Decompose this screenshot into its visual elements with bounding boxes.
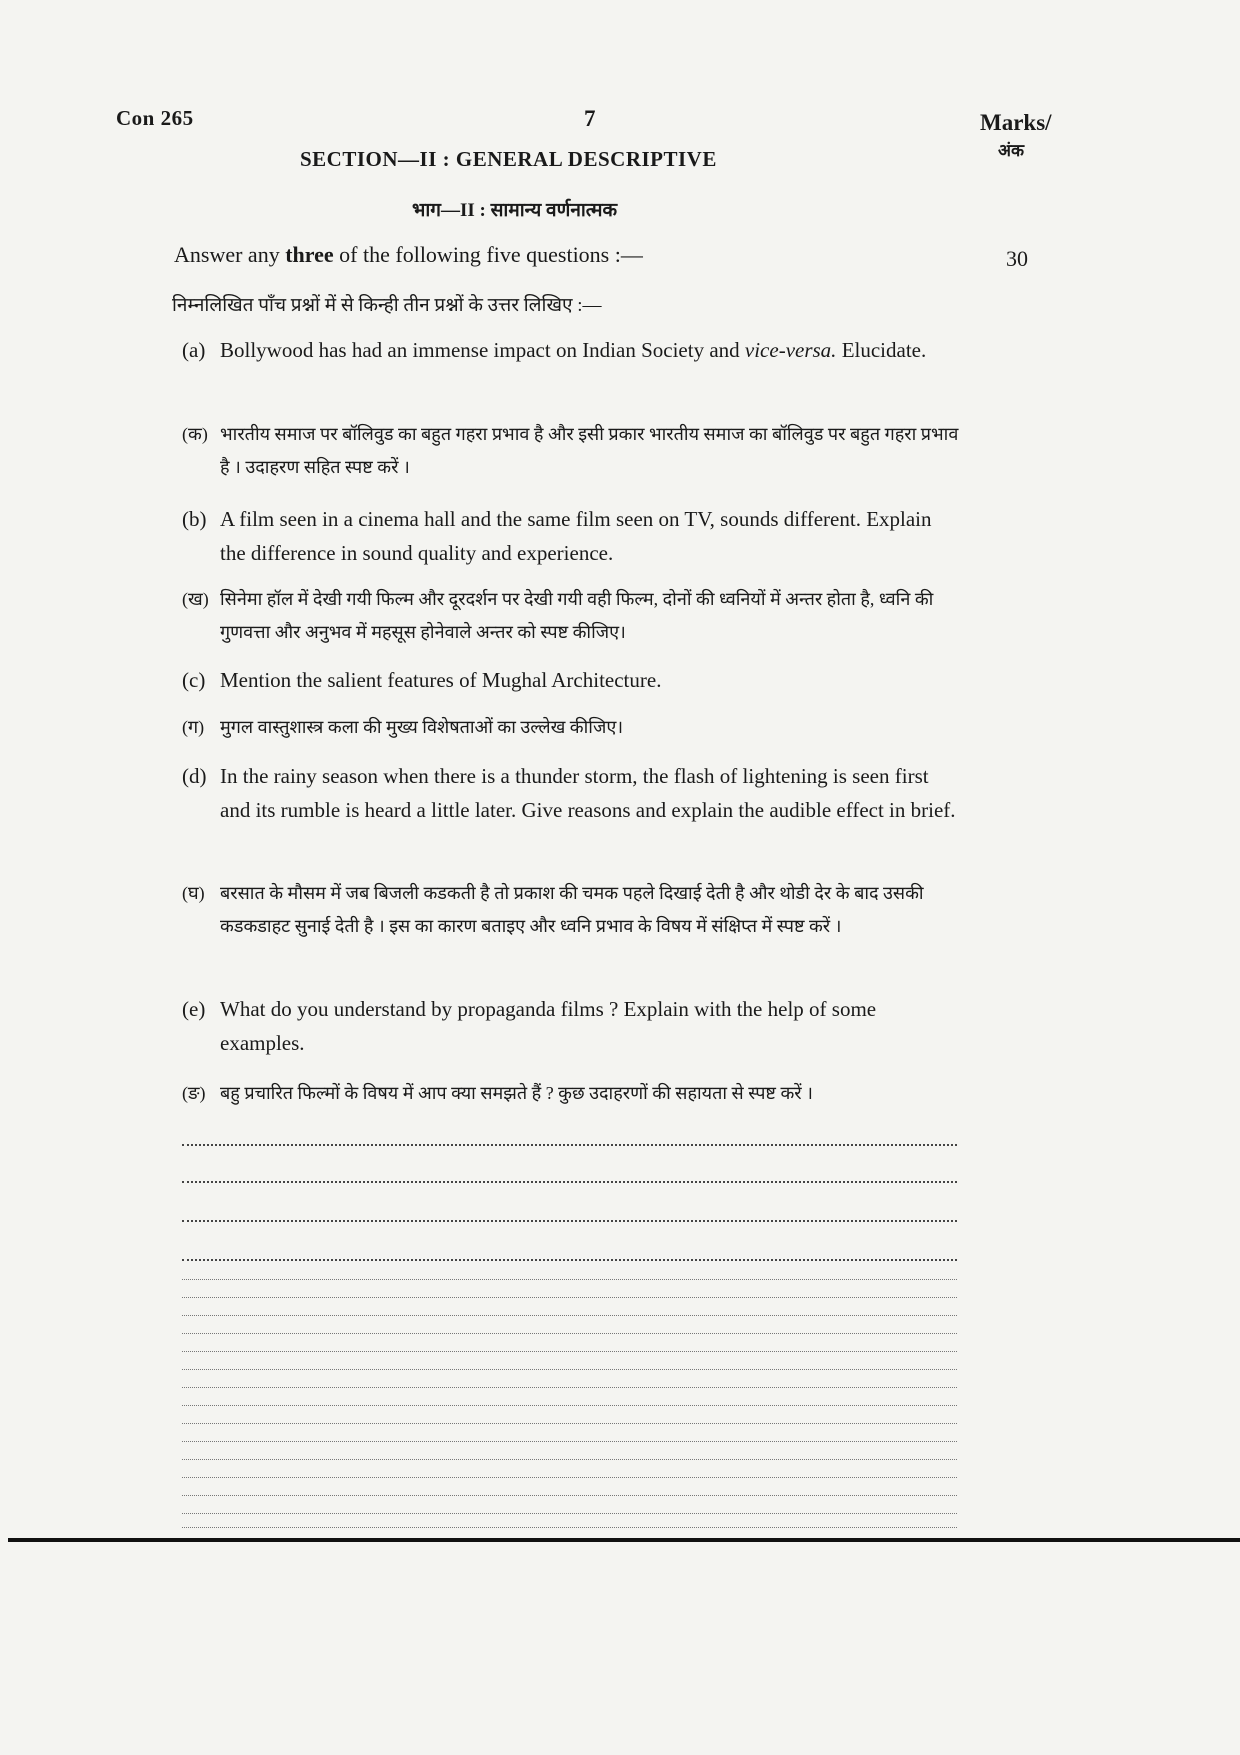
instructions-english bbox=[174, 242, 643, 268]
instructions-hindi: निम्नलिखित पाँच प्रश्नों में से किन्ही तीन प्रश्नों के उत्तर लिखिए :— bbox=[172, 295, 602, 316]
question-label: (b) bbox=[182, 507, 207, 531]
question-label: (ङ) bbox=[182, 1083, 206, 1103]
answer-line bbox=[182, 1387, 957, 1388]
question-label: (a) bbox=[182, 338, 206, 362]
question-label: (e) bbox=[182, 997, 206, 1021]
question-e-english bbox=[182, 992, 962, 1060]
section-title: SECTION—II : GENERAL DESCRIPTIVE bbox=[300, 147, 717, 171]
answer-line bbox=[182, 1351, 957, 1352]
answer-line bbox=[182, 1220, 957, 1222]
question-label: (ग) bbox=[182, 717, 205, 737]
instructions-bold: three bbox=[285, 242, 334, 267]
answer-line bbox=[182, 1405, 957, 1406]
question-label: (ख) bbox=[182, 589, 209, 609]
question-label: (घ) bbox=[182, 883, 205, 903]
question-text: बरसात के मौसम में जब बिजली कडकती है तो प्रकाश की चमक पहले दिखाई देती है और थोडी देर के बाद उसकी कडकडाहट सुनाई देती है । इस का कारण बताइए और ध्वनि प्रभाव के विषय में संक्षिप्त में स्पष्ट करें । bbox=[220, 883, 924, 936]
answer-line bbox=[182, 1333, 957, 1334]
instructions-prefix: Answer any bbox=[174, 242, 286, 267]
question-text: सिनेमा हॉल में देखी गयी फिल्म और दूरदर्शन पर देखी गयी वही फिल्म, दोनों की ध्वनियों में अन्तर होता है, ध्वनि की गुणवत्ता और अनुभव में महसूस होनेवाले अन्तर को स्पष्ट कीजिए। bbox=[220, 589, 934, 642]
bottom-rule bbox=[8, 1538, 1240, 1542]
marks-heading: Marks/ bbox=[980, 110, 1052, 135]
answer-line bbox=[182, 1259, 957, 1261]
question-a-english bbox=[182, 333, 962, 367]
answer-line bbox=[182, 1477, 957, 1478]
question-a-hindi bbox=[182, 418, 962, 484]
page-number: 7 bbox=[584, 106, 596, 131]
answer-line bbox=[182, 1315, 957, 1316]
answer-line bbox=[182, 1513, 957, 1514]
question-c-hindi bbox=[182, 711, 962, 744]
question-text: In the rainy season when there is a thunder storm, the flash of lightening is seen first and its rumble is heard a little later. Give reasons and explain the audible effect in brief. bbox=[220, 764, 956, 822]
marks-value: 30 bbox=[1006, 246, 1028, 271]
question-e-hindi bbox=[182, 1077, 962, 1110]
answer-line bbox=[182, 1369, 957, 1370]
question-b-hindi bbox=[182, 583, 962, 649]
answer-line bbox=[182, 1459, 957, 1460]
question-label: (c) bbox=[182, 668, 206, 692]
answer-line bbox=[182, 1441, 957, 1442]
question-text: What do you understand by propaganda films ? Explain with the help of some examples. bbox=[220, 997, 877, 1055]
section-title-hindi: भाग—II : सामान्य वर्णनात्मक bbox=[412, 200, 618, 221]
question-text: भारतीय समाज पर बॉलिवुड का बहुत गहरा प्रभाव है और इसी प्रकार भारतीय समाज का बॉलिवुड पर बहुत गहरा प्रभाव है । उदाहरण सहित स्पष्ट करें । bbox=[220, 424, 959, 477]
question-d-english bbox=[182, 759, 962, 827]
answer-line bbox=[182, 1423, 957, 1424]
answer-line bbox=[182, 1279, 957, 1280]
marks-heading-hindi: अंक bbox=[998, 141, 1025, 160]
question-label: (d) bbox=[182, 764, 207, 788]
question-text: A film seen in a cinema hall and the same film seen on TV, sounds different. Explain the difference in sound quality and experience. bbox=[220, 507, 932, 565]
question-text-part: Bollywood has had an immense impact on Indian Society and bbox=[220, 338, 745, 362]
question-text: Mention the salient features of Mughal Architecture. bbox=[220, 668, 662, 692]
answer-line bbox=[182, 1527, 957, 1528]
question-label: (क) bbox=[182, 424, 208, 444]
question-b-english bbox=[182, 502, 962, 570]
answer-line bbox=[182, 1181, 957, 1183]
instructions-suffix: of the following five questions :— bbox=[333, 242, 643, 267]
question-d-hindi bbox=[182, 877, 962, 943]
question-c-english bbox=[182, 663, 962, 697]
question-text-part: Elucidate. bbox=[836, 338, 927, 362]
question-text bbox=[182, 333, 962, 367]
question-text: मुगल वास्तुशास्त्र कला की मुख्य विशेषताओं का उल्लेख कीजिए। bbox=[220, 717, 624, 737]
answer-line bbox=[182, 1495, 957, 1496]
question-text: बहु प्रचारित फिल्मों के विषय में आप क्या समझते हैं ? कुछ उदाहरणों की सहायता से स्पष्ट करें । bbox=[220, 1083, 813, 1103]
paper-code: Con 265 bbox=[116, 106, 194, 130]
answer-line bbox=[182, 1297, 957, 1298]
question-text-italic: vice-versa. bbox=[744, 338, 837, 362]
answer-line bbox=[182, 1144, 957, 1146]
